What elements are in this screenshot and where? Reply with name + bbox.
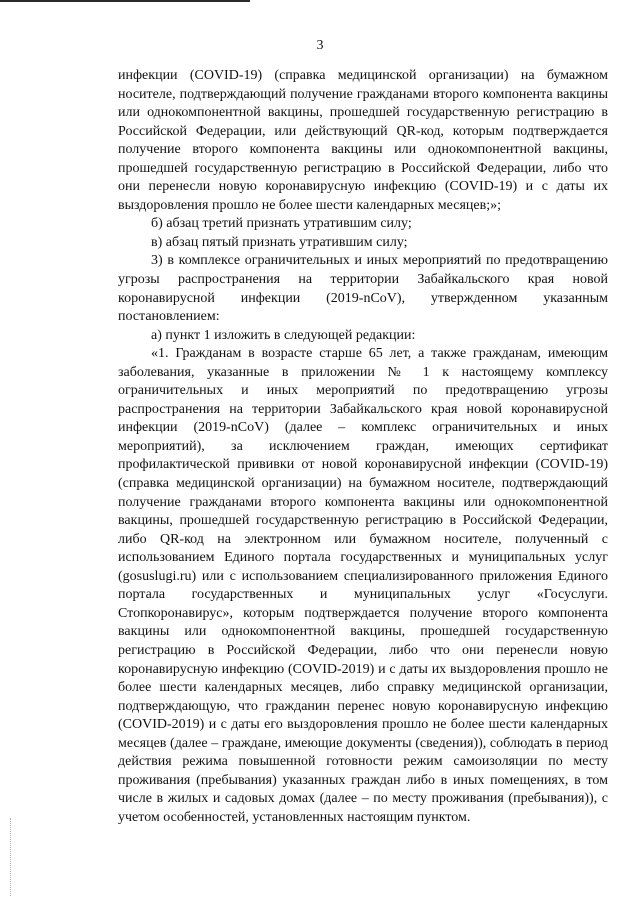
paragraph: а) пункт 1 изложить в следующей редакции:: [151, 327, 416, 343]
top-rule: [0, 0, 250, 2]
paragraph: инфекции (COVID-19) (справка медицинской организации) на бумажном носителе, подтверждающий получение гражданами второго компонента вакцины или однокомпонентной вакцины, прошедшей государственную регистрацию в Российской Федерации, или действующий QR-код, которым подтверждается получение второго компонента вакцины или однокомпонентной вакцины, прошедшей государственную регистрацию в Российской Федерации, либо что они перенесли новую коронавирусную инфекцию (COVID-19) и с даты их выздоровления прошло не более шести календарных месяцев;»;: [118, 68, 608, 213]
scan-margin-mark: [10, 818, 12, 896]
page-number: 3: [316, 38, 324, 53]
paragraph: «1. Гражданам в возрасте старше 65 лет, а также гражданам, имеющим заболевания, указанные в приложении № 1 к настоящему комплексу ограничительных и иных мероприятий по предотвращению угрозы распространения на территории Забайкальского края новой коронавирусной инфекции (2019-nCoV) (далее – комплекс ограничительных и иных мероприятий), за исключением граждан, имеющих сертификат профилактической прививки от новой коронавирусной инфекции (COVID-19) (справка медицинской организации) на бумажном носителе, подтверждающий получение гражданами второго компонента вакцины или однокомпонентной вакцины, прошедшей государственную регистрацию в Российской Федерации, либо QR-код на электронном или бумажном носителе, полученный с использованием Единого портала государственных и муниципальных услуг (gosuslugi.ru) или с использованием специализированного приложения Единого портала государственных и муниципальных услуг «Госуслуги. Стопкоронавирус», которым подтверждается получение второго компонента вакцины или однокомпонентной вакцины, прошедшей государственную регистрацию в Российской Федерации, либо что они перенесли новую коронавирусную инфекцию (COVID-2019) и с даты их выздоровления прошло не более шести календарных месяцев, либо справку медицинской организации, подтверждающую, что гражданин перенес новую коронавирусную инфекцию (COVID-2019) и с даты его выздоровления прошло не более шести календарных месяцев (далее – граждане, имеющие документы (сведения)), соблюдать в период действия режима повышенной готовности режим самоизоляции по месту проживания (пребывания) указанных граждан либо в иных помещениях, в том числе в жилых и садовых домах (далее – по месту проживания (пребывания)), с учетом особенностей, установленных настоящим пунктом.: [118, 346, 608, 825]
paragraph: б) абзац третий признать утратившим силу;: [151, 216, 412, 232]
document-body: [118, 67, 608, 827]
paragraph: в) абзац пятый признать утратившим силу;: [151, 234, 408, 250]
paragraph: 3) в комплексе ограничительных и иных мероприятий по предотвращению угрозы распространения на территории Забайкальского края новой коронавирусной инфекции (2019-nCoV), утвержденном указанным постановлением:: [118, 253, 608, 325]
